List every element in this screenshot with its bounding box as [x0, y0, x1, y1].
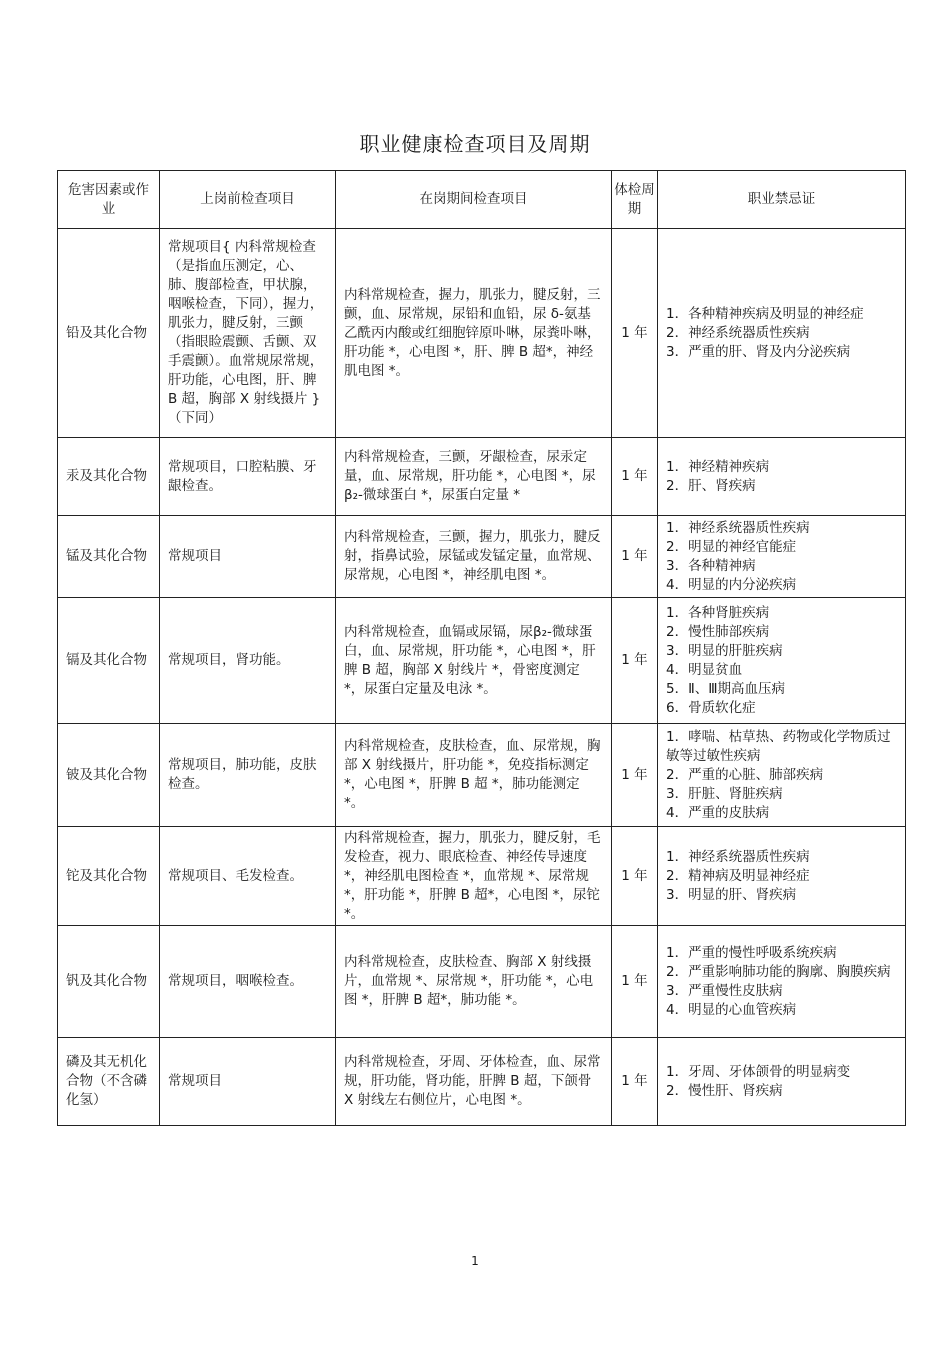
contra-item: 2．神经系统器质性疾病: [666, 324, 810, 341]
table-row: [58, 926, 906, 1038]
contra-item: 4．严重的皮肤病: [666, 804, 770, 821]
on-job-cell: 内科常规检查，三颤，握力，肌张力，腱反射，指鼻试验，尿锰或发锰定量，血常规、尿常规，心电图 *，神经肌电图 *。: [336, 516, 612, 598]
cycle-cell: 1 年: [612, 598, 658, 724]
cycle-cell: 1 年: [612, 516, 658, 598]
table-row: [58, 827, 906, 926]
contra-item: 4．明显的心血管疾病: [666, 1001, 797, 1018]
factor-cell: 镉及其化合物: [58, 598, 160, 724]
contra-list: [666, 458, 897, 496]
contra-list: [666, 519, 897, 595]
contra-item: 3．明显的肝脏疾病: [666, 642, 783, 659]
pre-job-cell: 常规项目，肾功能。: [160, 598, 336, 724]
cycle-cell: 1 年: [612, 1038, 658, 1126]
table-row: [58, 598, 906, 724]
contra-item: 2．严重的心脏、肺部疾病: [666, 766, 824, 783]
pre-job-cell: 常规项目{ 内科常规检查（是指血压测定，心、肺、腹部检查，甲状腺，咽喉检查，下同），握力，肌张力，腱反射，三颤（指眼睑震颤、舌颤、双手震颤）。血常规尿常规，肝功能，心电图，肝、脾 B 超，胸部 X 射线摄片 }（下同）: [160, 229, 336, 438]
pre-job-cell: 常规项目: [160, 1038, 336, 1126]
cycle-cell: 1 年: [612, 724, 658, 827]
contra-list: [666, 944, 897, 1020]
pre-job-cell: 常规项目、毛发检查。: [160, 827, 336, 926]
contra-item: 6．骨质软化症: [666, 699, 756, 716]
contra-cell: [658, 1038, 906, 1126]
contra-cell: [658, 516, 906, 598]
table-row: [58, 438, 906, 516]
header-on-job: 在岗期间检查项目: [336, 171, 612, 229]
pre-job-cell: 常规项目，肺功能，皮肤检查。: [160, 724, 336, 827]
header-factor: 危害因素或作业: [58, 171, 160, 229]
document-title: 职业健康检查项目及周期: [359, 132, 591, 156]
on-job-cell: 内科常规检查，牙周、牙体检查，血、尿常规，肝功能，肾功能，肝脾 B 超，下颌骨 X 射线左右侧位片，心电图 *。: [336, 1038, 612, 1126]
contra-item: 2．精神病及明显神经症: [666, 867, 810, 884]
on-job-cell: 内科常规检查，握力，肌张力，腱反射，毛发检查，视力、眼底检查、神经传导速度 *，神经肌电图检查 *，血常规 *、尿常规 *，肝功能 *，肝脾 B 超*，心电图 *，尿铊 *。: [336, 827, 612, 926]
contra-item: 2．慢性肺部疾病: [666, 623, 770, 640]
contra-item: 1．神经精神疾病: [666, 458, 770, 475]
contra-item: 3．明显的肝、肾疾病: [666, 886, 797, 903]
on-job-cell: 内科常规检查，三颤，牙龈检查，尿汞定量，血、尿常规，肝功能 *，心电图 *，尿 β₂-微球蛋白 *，尿蛋白定量 *: [336, 438, 612, 516]
pre-job-cell: 常规项目: [160, 516, 336, 598]
contra-item: 2．慢性肝、肾疾病: [666, 1082, 783, 1099]
contra-list: [666, 848, 897, 905]
contra-item: 3．各种精神病: [666, 557, 756, 574]
page-number: 1: [471, 1254, 479, 1268]
contra-item: 1．各种精神疾病及明显的神经症: [666, 305, 864, 322]
cycle-cell: 1 年: [612, 926, 658, 1038]
on-job-cell: 内科常规检查，皮肤检查，血、尿常规，胸部 X 射线摄片，肝功能 *，免疫指标测定 *，心电图 *，肝脾 B 超 *，肺功能测定 *。: [336, 724, 612, 827]
factor-cell: 汞及其化合物: [58, 438, 160, 516]
cycle-cell: 1 年: [612, 827, 658, 926]
contra-item: 1．严重的慢性呼吸系统疾病: [666, 944, 837, 961]
factor-cell: 铊及其化合物: [58, 827, 160, 926]
factor-cell: 磷及其无机化合物（不含磷化氢）: [58, 1038, 160, 1126]
contra-list: [666, 305, 897, 362]
table-row: [58, 724, 906, 827]
contra-cell: [658, 827, 906, 926]
table-row: [58, 229, 906, 438]
contra-item: 1．神经系统器质性疾病: [666, 848, 810, 865]
header-contra: 职业禁忌证: [658, 171, 906, 229]
contra-list: [666, 728, 897, 823]
table-row: [58, 516, 906, 598]
on-job-cell: 内科常规检查，握力，肌张力，腱反射，三颤，血、尿常规，尿铅和血铅，尿 δ-氨基乙酰丙内酸或红细胞锌原卟啉，尿粪卟啉，肝功能 *，心电图 *，肝、脾 B 超*，神经肌电图 *。: [336, 229, 612, 438]
header-pre-job: 上岗前检查项目: [160, 171, 336, 229]
contra-item: 4．明显的内分泌疾病: [666, 576, 797, 593]
header-row: [58, 171, 906, 229]
contra-list: [666, 604, 897, 718]
cycle-cell: 1 年: [612, 438, 658, 516]
contra-cell: [658, 724, 906, 827]
on-job-cell: 内科常规检查，血镉或尿镉，尿β₂-微球蛋白，血、尿常规，肝功能 *，心电图 *，肝脾 B 超，胸部 X 射线片 *，骨密度测定 *，尿蛋白定量及电泳 *。: [336, 598, 612, 724]
contra-item: 1．哮喘、枯草热、药物或化学物质过敏等过敏性疾病: [666, 728, 891, 764]
contra-item: 1．牙周、牙体颌骨的明显病变: [666, 1063, 851, 1080]
factor-cell: 锰及其化合物: [58, 516, 160, 598]
contra-item: 2．肝、肾疾病: [666, 477, 756, 494]
contra-cell: [658, 598, 906, 724]
contra-item: 5．Ⅱ、Ⅲ期高血压病: [666, 680, 786, 697]
factor-cell: 铅及其化合物: [58, 229, 160, 438]
table-row: [58, 1038, 906, 1126]
pre-job-cell: 常规项目，口腔粘膜、牙龈检查。: [160, 438, 336, 516]
contra-item: 3．肝脏、肾脏疾病: [666, 785, 783, 802]
contra-list: [666, 1063, 897, 1101]
exam-table: [57, 170, 906, 1126]
header-cycle: 体检周期: [612, 171, 658, 229]
cycle-cell: 1 年: [612, 229, 658, 438]
factor-cell: 铍及其化合物: [58, 724, 160, 827]
contra-cell: [658, 926, 906, 1038]
contra-item: 2．明显的神经官能症: [666, 538, 797, 555]
pre-job-cell: 常规项目，咽喉检查。: [160, 926, 336, 1038]
contra-item: 1．各种肾脏疾病: [666, 604, 770, 621]
contra-item: 2．严重影响肺功能的胸廓、胸膜疾病: [666, 963, 891, 980]
contra-cell: [658, 438, 906, 516]
contra-item: 3．严重的肝、肾及内分泌疾病: [666, 343, 851, 360]
contra-item: 3．严重慢性皮肤病: [666, 982, 783, 999]
factor-cell: 钒及其化合物: [58, 926, 160, 1038]
contra-cell: [658, 229, 906, 438]
contra-item: 1．神经系统器质性疾病: [666, 519, 810, 536]
contra-item: 4．明显贫血: [666, 661, 743, 678]
on-job-cell: 内科常规检查，皮肤检查、胸部 X 射线摄片，血常规 *、尿常规 *，肝功能 *，心电图 *，肝脾 B 超*，肺功能 *。: [336, 926, 612, 1038]
